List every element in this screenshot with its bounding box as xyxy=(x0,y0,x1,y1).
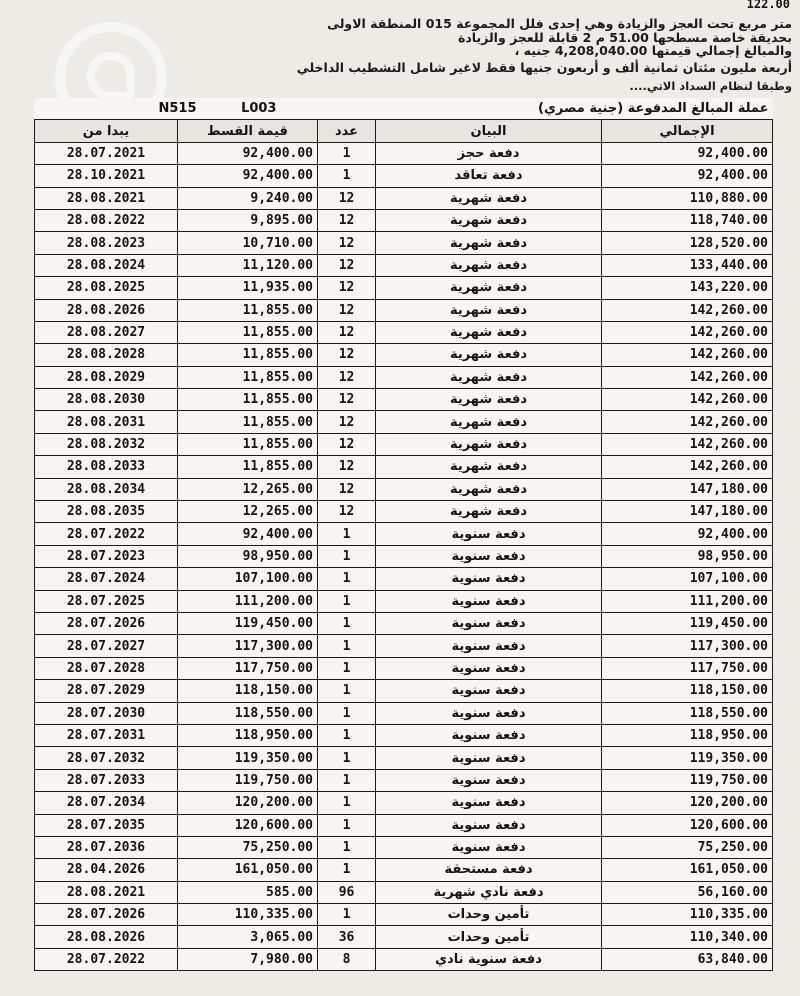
cell-count: 12 xyxy=(318,277,376,299)
cell-total: 92,400.00 xyxy=(602,142,773,164)
cell-total: 111,200.00 xyxy=(602,590,773,612)
cell-total: 147,180.00 xyxy=(602,501,773,523)
cell-count: 1 xyxy=(318,590,376,612)
cell-installment: 119,450.00 xyxy=(178,612,318,634)
cell-count: 1 xyxy=(318,836,376,858)
table-row xyxy=(35,836,773,858)
cell-date: 28.08.2034 xyxy=(35,478,178,500)
cell-count: 8 xyxy=(318,948,376,970)
cell-total: 142,260.00 xyxy=(602,366,773,388)
cell-count: 12 xyxy=(318,366,376,388)
cell-installment: 11,855.00 xyxy=(178,389,318,411)
cell-description: دفعة نادي شهرية xyxy=(376,881,602,903)
cell-description: دفعة سنوية xyxy=(376,680,602,702)
header-description: البيان xyxy=(376,120,602,142)
cell-installment: 11,855.00 xyxy=(178,456,318,478)
table-row xyxy=(35,523,773,545)
table-body xyxy=(35,142,773,970)
cell-total: 110,340.00 xyxy=(602,926,773,948)
cell-date: 28.07.2030 xyxy=(35,702,178,724)
cell-count: 1 xyxy=(318,702,376,724)
table-row xyxy=(35,814,773,836)
cell-date: 28.07.2022 xyxy=(35,948,178,970)
table-row xyxy=(35,769,773,791)
cell-description: دفعة حجز xyxy=(376,142,602,164)
cell-installment: 3,065.00 xyxy=(178,926,318,948)
header-count: عدد xyxy=(318,120,376,142)
cell-date: 28.07.2033 xyxy=(35,769,178,791)
table-row xyxy=(35,366,773,388)
header-line-2: بحديقة خاصة مسطحها 51.00 م 2 قابلة للعجز والزيادة xyxy=(458,30,792,45)
cell-date: 28.07.2026 xyxy=(35,904,178,926)
cell-total: 142,260.00 xyxy=(602,411,773,433)
cell-count: 1 xyxy=(318,680,376,702)
cell-installment: 110,335.00 xyxy=(178,904,318,926)
payment-schedule-table xyxy=(34,98,773,971)
cell-total: 63,840.00 xyxy=(602,948,773,970)
cell-count: 12 xyxy=(318,411,376,433)
cell-date: 28.07.2023 xyxy=(35,545,178,567)
cell-installment: 117,750.00 xyxy=(178,657,318,679)
cell-installment: 11,855.00 xyxy=(178,433,318,455)
cell-date: 28.07.2024 xyxy=(35,568,178,590)
cell-date: 28.08.2031 xyxy=(35,411,178,433)
cell-description: دفعة سنوية xyxy=(376,568,602,590)
table-row xyxy=(35,277,773,299)
table-row xyxy=(35,389,773,411)
cell-installment: 120,200.00 xyxy=(178,792,318,814)
cell-installment: 118,950.00 xyxy=(178,724,318,746)
cell-description: دفعة سنوية xyxy=(376,747,602,769)
cell-description: دفعة سنوية xyxy=(376,836,602,858)
header-line-1: متر مربع تحت العجز والزيادة وهي إحدى فلل المجموعة 015 المنطقة الاولى xyxy=(327,16,792,31)
cell-total: 133,440.00 xyxy=(602,254,773,276)
cell-count: 1 xyxy=(318,904,376,926)
cell-description: دفعة سنوية xyxy=(376,523,602,545)
cell-count: 12 xyxy=(318,187,376,209)
table-row xyxy=(35,724,773,746)
cell-count: 12 xyxy=(318,344,376,366)
cell-description: دفعة شهرية xyxy=(376,187,602,209)
table-row xyxy=(35,209,773,231)
table-row xyxy=(35,344,773,366)
cell-total: 92,400.00 xyxy=(602,165,773,187)
cell-description: دفعة سنوية xyxy=(376,657,602,679)
table-row xyxy=(35,142,773,164)
cell-date: 28.07.2029 xyxy=(35,680,178,702)
table-row xyxy=(35,657,773,679)
cell-date: 28.07.2028 xyxy=(35,657,178,679)
table-row xyxy=(35,747,773,769)
cell-date: 28.08.2021 xyxy=(35,187,178,209)
cell-count: 96 xyxy=(318,881,376,903)
cell-count: 1 xyxy=(318,568,376,590)
table-row xyxy=(35,456,773,478)
cell-date: 28.07.2031 xyxy=(35,724,178,746)
cell-date: 28.07.2032 xyxy=(35,747,178,769)
cell-date: 28.08.2021 xyxy=(35,881,178,903)
header-line-4: أربعة مليون مئتان ثمانية ألف و أربعون جنيها فقط لاغير شامل التشطيب الداخلي xyxy=(296,60,792,75)
cell-total: 142,260.00 xyxy=(602,389,773,411)
cell-installment: 10,710.00 xyxy=(178,232,318,254)
cell-description: دفعة سنوية xyxy=(376,612,602,634)
cell-date: 28.08.2033 xyxy=(35,456,178,478)
header-installment: قيمة القسط xyxy=(178,120,318,142)
cell-date: 28.07.2021 xyxy=(35,142,178,164)
table-row xyxy=(35,568,773,590)
cell-description: دفعة سنوية نادي xyxy=(376,948,602,970)
cell-total: 117,750.00 xyxy=(602,657,773,679)
cell-total: 118,950.00 xyxy=(602,724,773,746)
cell-count: 1 xyxy=(318,657,376,679)
document-header xyxy=(0,0,800,100)
cell-count: 1 xyxy=(318,545,376,567)
cell-count: 12 xyxy=(318,433,376,455)
cell-description: دفعة شهرية xyxy=(376,232,602,254)
cell-installment: 12,265.00 xyxy=(178,501,318,523)
cell-installment: 119,350.00 xyxy=(178,747,318,769)
cell-installment: 111,200.00 xyxy=(178,590,318,612)
table-row xyxy=(35,590,773,612)
cell-installment: 11,855.00 xyxy=(178,299,318,321)
table-row xyxy=(35,948,773,970)
cell-installment: 120,600.00 xyxy=(178,814,318,836)
cell-date: 28.07.2027 xyxy=(35,635,178,657)
cell-count: 1 xyxy=(318,635,376,657)
cell-date: 28.07.2022 xyxy=(35,523,178,545)
cell-count: 1 xyxy=(318,165,376,187)
cell-date: 28.07.2036 xyxy=(35,836,178,858)
cell-date: 28.08.2023 xyxy=(35,232,178,254)
header-line-5: وطبقا لنظام السداد الاتي.... xyxy=(629,79,792,93)
cell-installment: 585.00 xyxy=(178,881,318,903)
unit-code-l: L003 xyxy=(241,101,277,117)
cell-count: 1 xyxy=(318,859,376,881)
cell-description: دفعة شهرية xyxy=(376,456,602,478)
cell-description: دفعة سنوية xyxy=(376,545,602,567)
cell-total: 119,350.00 xyxy=(602,747,773,769)
cell-installment: 11,855.00 xyxy=(178,344,318,366)
cell-installment: 7,980.00 xyxy=(178,948,318,970)
cell-count: 12 xyxy=(318,209,376,231)
cell-total: 161,050.00 xyxy=(602,859,773,881)
table-row xyxy=(35,501,773,523)
cell-installment: 119,750.00 xyxy=(178,769,318,791)
cell-date: 28.08.2022 xyxy=(35,209,178,231)
cell-date: 28.10.2021 xyxy=(35,165,178,187)
cell-count: 1 xyxy=(318,792,376,814)
cell-total: 110,880.00 xyxy=(602,187,773,209)
cell-count: 1 xyxy=(318,747,376,769)
cell-total: 92,400.00 xyxy=(602,523,773,545)
cell-date: 28.08.2026 xyxy=(35,299,178,321)
cell-count: 1 xyxy=(318,769,376,791)
cell-count: 12 xyxy=(318,501,376,523)
table-title: عملة المبالغ المدفوعة (جنية مصري) xyxy=(318,98,773,120)
cell-date: 28.08.2025 xyxy=(35,277,178,299)
cell-total: 56,160.00 xyxy=(602,881,773,903)
cell-description: دفعة شهرية xyxy=(376,366,602,388)
header-total: الإجمالي xyxy=(602,120,773,142)
table-row xyxy=(35,187,773,209)
table-row xyxy=(35,792,773,814)
cell-total: 142,260.00 xyxy=(602,344,773,366)
cell-total: 142,260.00 xyxy=(602,299,773,321)
cell-total: 119,750.00 xyxy=(602,769,773,791)
cell-count: 12 xyxy=(318,389,376,411)
cell-description: دفعة سنوية xyxy=(376,635,602,657)
cell-date: 28.08.2029 xyxy=(35,366,178,388)
table-row xyxy=(35,612,773,634)
cell-total: 107,100.00 xyxy=(602,568,773,590)
header-date: يبدا من xyxy=(35,120,178,142)
table-row xyxy=(35,545,773,567)
cell-description: دفعة شهرية xyxy=(376,389,602,411)
cell-total: 128,520.00 xyxy=(602,232,773,254)
cell-description: تأمين وحدات xyxy=(376,904,602,926)
cell-count: 12 xyxy=(318,321,376,343)
cell-description: تأمين وحدات xyxy=(376,926,602,948)
cell-count: 12 xyxy=(318,478,376,500)
cell-description: دفعة شهرية xyxy=(376,344,602,366)
cell-description: دفعة تعاقد xyxy=(376,165,602,187)
cell-description: دفعة شهرية xyxy=(376,501,602,523)
cell-total: 142,260.00 xyxy=(602,433,773,455)
cell-total: 142,260.00 xyxy=(602,321,773,343)
cell-total: 120,600.00 xyxy=(602,814,773,836)
cell-installment: 11,855.00 xyxy=(178,366,318,388)
cell-description: دفعة شهرية xyxy=(376,209,602,231)
cell-date: 28.08.2035 xyxy=(35,501,178,523)
cell-installment: 118,150.00 xyxy=(178,680,318,702)
table-caption-row xyxy=(35,98,773,120)
cell-installment: 11,120.00 xyxy=(178,254,318,276)
cell-date: 28.08.2026 xyxy=(35,926,178,948)
table-row xyxy=(35,635,773,657)
table-row xyxy=(35,926,773,948)
cell-installment: 9,240.00 xyxy=(178,187,318,209)
unit-code-n: N515 xyxy=(158,101,197,117)
cell-date: 28.08.2030 xyxy=(35,389,178,411)
cell-total: 75,250.00 xyxy=(602,836,773,858)
cell-count: 12 xyxy=(318,254,376,276)
cell-description: دفعة سنوية xyxy=(376,702,602,724)
cell-total: 142,260.00 xyxy=(602,456,773,478)
cell-description: دفعة شهرية xyxy=(376,478,602,500)
cell-count: 12 xyxy=(318,299,376,321)
table-row xyxy=(35,904,773,926)
cell-installment: 92,400.00 xyxy=(178,523,318,545)
cell-total: 119,450.00 xyxy=(602,612,773,634)
cell-total: 147,180.00 xyxy=(602,478,773,500)
table-row xyxy=(35,859,773,881)
cell-date: 28.08.2024 xyxy=(35,254,178,276)
cell-count: 12 xyxy=(318,232,376,254)
cell-installment: 75,250.00 xyxy=(178,836,318,858)
cell-date: 28.08.2032 xyxy=(35,433,178,455)
cell-installment: 107,100.00 xyxy=(178,568,318,590)
cell-date: 28.08.2028 xyxy=(35,344,178,366)
cell-date: 28.07.2034 xyxy=(35,792,178,814)
table-row xyxy=(35,881,773,903)
cell-installment: 92,400.00 xyxy=(178,165,318,187)
cell-date: 28.07.2025 xyxy=(35,590,178,612)
cell-description: دفعة مستحقة xyxy=(376,859,602,881)
table-row xyxy=(35,411,773,433)
cell-description: دفعة سنوية xyxy=(376,724,602,746)
cell-count: 1 xyxy=(318,142,376,164)
cell-date: 28.07.2026 xyxy=(35,612,178,634)
table-row xyxy=(35,702,773,724)
table-row xyxy=(35,232,773,254)
cell-date: 28.08.2027 xyxy=(35,321,178,343)
cell-count: 1 xyxy=(318,724,376,746)
cell-installment: 11,855.00 xyxy=(178,411,318,433)
cell-installment: 11,855.00 xyxy=(178,321,318,343)
cell-total: 143,220.00 xyxy=(602,277,773,299)
cell-description: دفعة شهرية xyxy=(376,321,602,343)
cell-description: دفعة شهرية xyxy=(376,277,602,299)
cell-description: دفعة شهرية xyxy=(376,433,602,455)
table-row xyxy=(35,478,773,500)
cell-description: دفعة سنوية xyxy=(376,814,602,836)
cell-total: 120,200.00 xyxy=(602,792,773,814)
cell-total: 110,335.00 xyxy=(602,904,773,926)
cell-installment: 92,400.00 xyxy=(178,142,318,164)
table-header-row xyxy=(35,120,773,142)
cell-total: 118,550.00 xyxy=(602,702,773,724)
area-value: 122.00 xyxy=(746,0,790,11)
cell-date: 28.07.2035 xyxy=(35,814,178,836)
table-row xyxy=(35,433,773,455)
table-row xyxy=(35,321,773,343)
cell-total: 118,740.00 xyxy=(602,209,773,231)
cell-description: دفعة شهرية xyxy=(376,299,602,321)
cell-date: 28.04.2026 xyxy=(35,859,178,881)
cell-total: 117,300.00 xyxy=(602,635,773,657)
header-line-3: والمبالغ إجمالي قيمتها 4,208,040.00 جنيه ، xyxy=(514,43,792,58)
cell-installment: 11,935.00 xyxy=(178,277,318,299)
cell-description: دفعة سنوية xyxy=(376,590,602,612)
cell-count: 12 xyxy=(318,456,376,478)
cell-description: دفعة سنوية xyxy=(376,769,602,791)
table-row xyxy=(35,254,773,276)
cell-description: دفعة سنوية xyxy=(376,792,602,814)
cell-description: دفعة شهرية xyxy=(376,254,602,276)
cell-installment: 12,265.00 xyxy=(178,478,318,500)
cell-count: 36 xyxy=(318,926,376,948)
cell-installment: 118,550.00 xyxy=(178,702,318,724)
cell-count: 1 xyxy=(318,612,376,634)
cell-installment: 161,050.00 xyxy=(178,859,318,881)
cell-installment: 9,895.00 xyxy=(178,209,318,231)
cell-description: دفعة شهرية xyxy=(376,411,602,433)
table-row xyxy=(35,680,773,702)
cell-total: 98,950.00 xyxy=(602,545,773,567)
table-row xyxy=(35,165,773,187)
cell-total: 118,150.00 xyxy=(602,680,773,702)
cell-installment: 117,300.00 xyxy=(178,635,318,657)
cell-count: 1 xyxy=(318,523,376,545)
cell-count: 1 xyxy=(318,814,376,836)
cell-installment: 98,950.00 xyxy=(178,545,318,567)
table-row xyxy=(35,299,773,321)
